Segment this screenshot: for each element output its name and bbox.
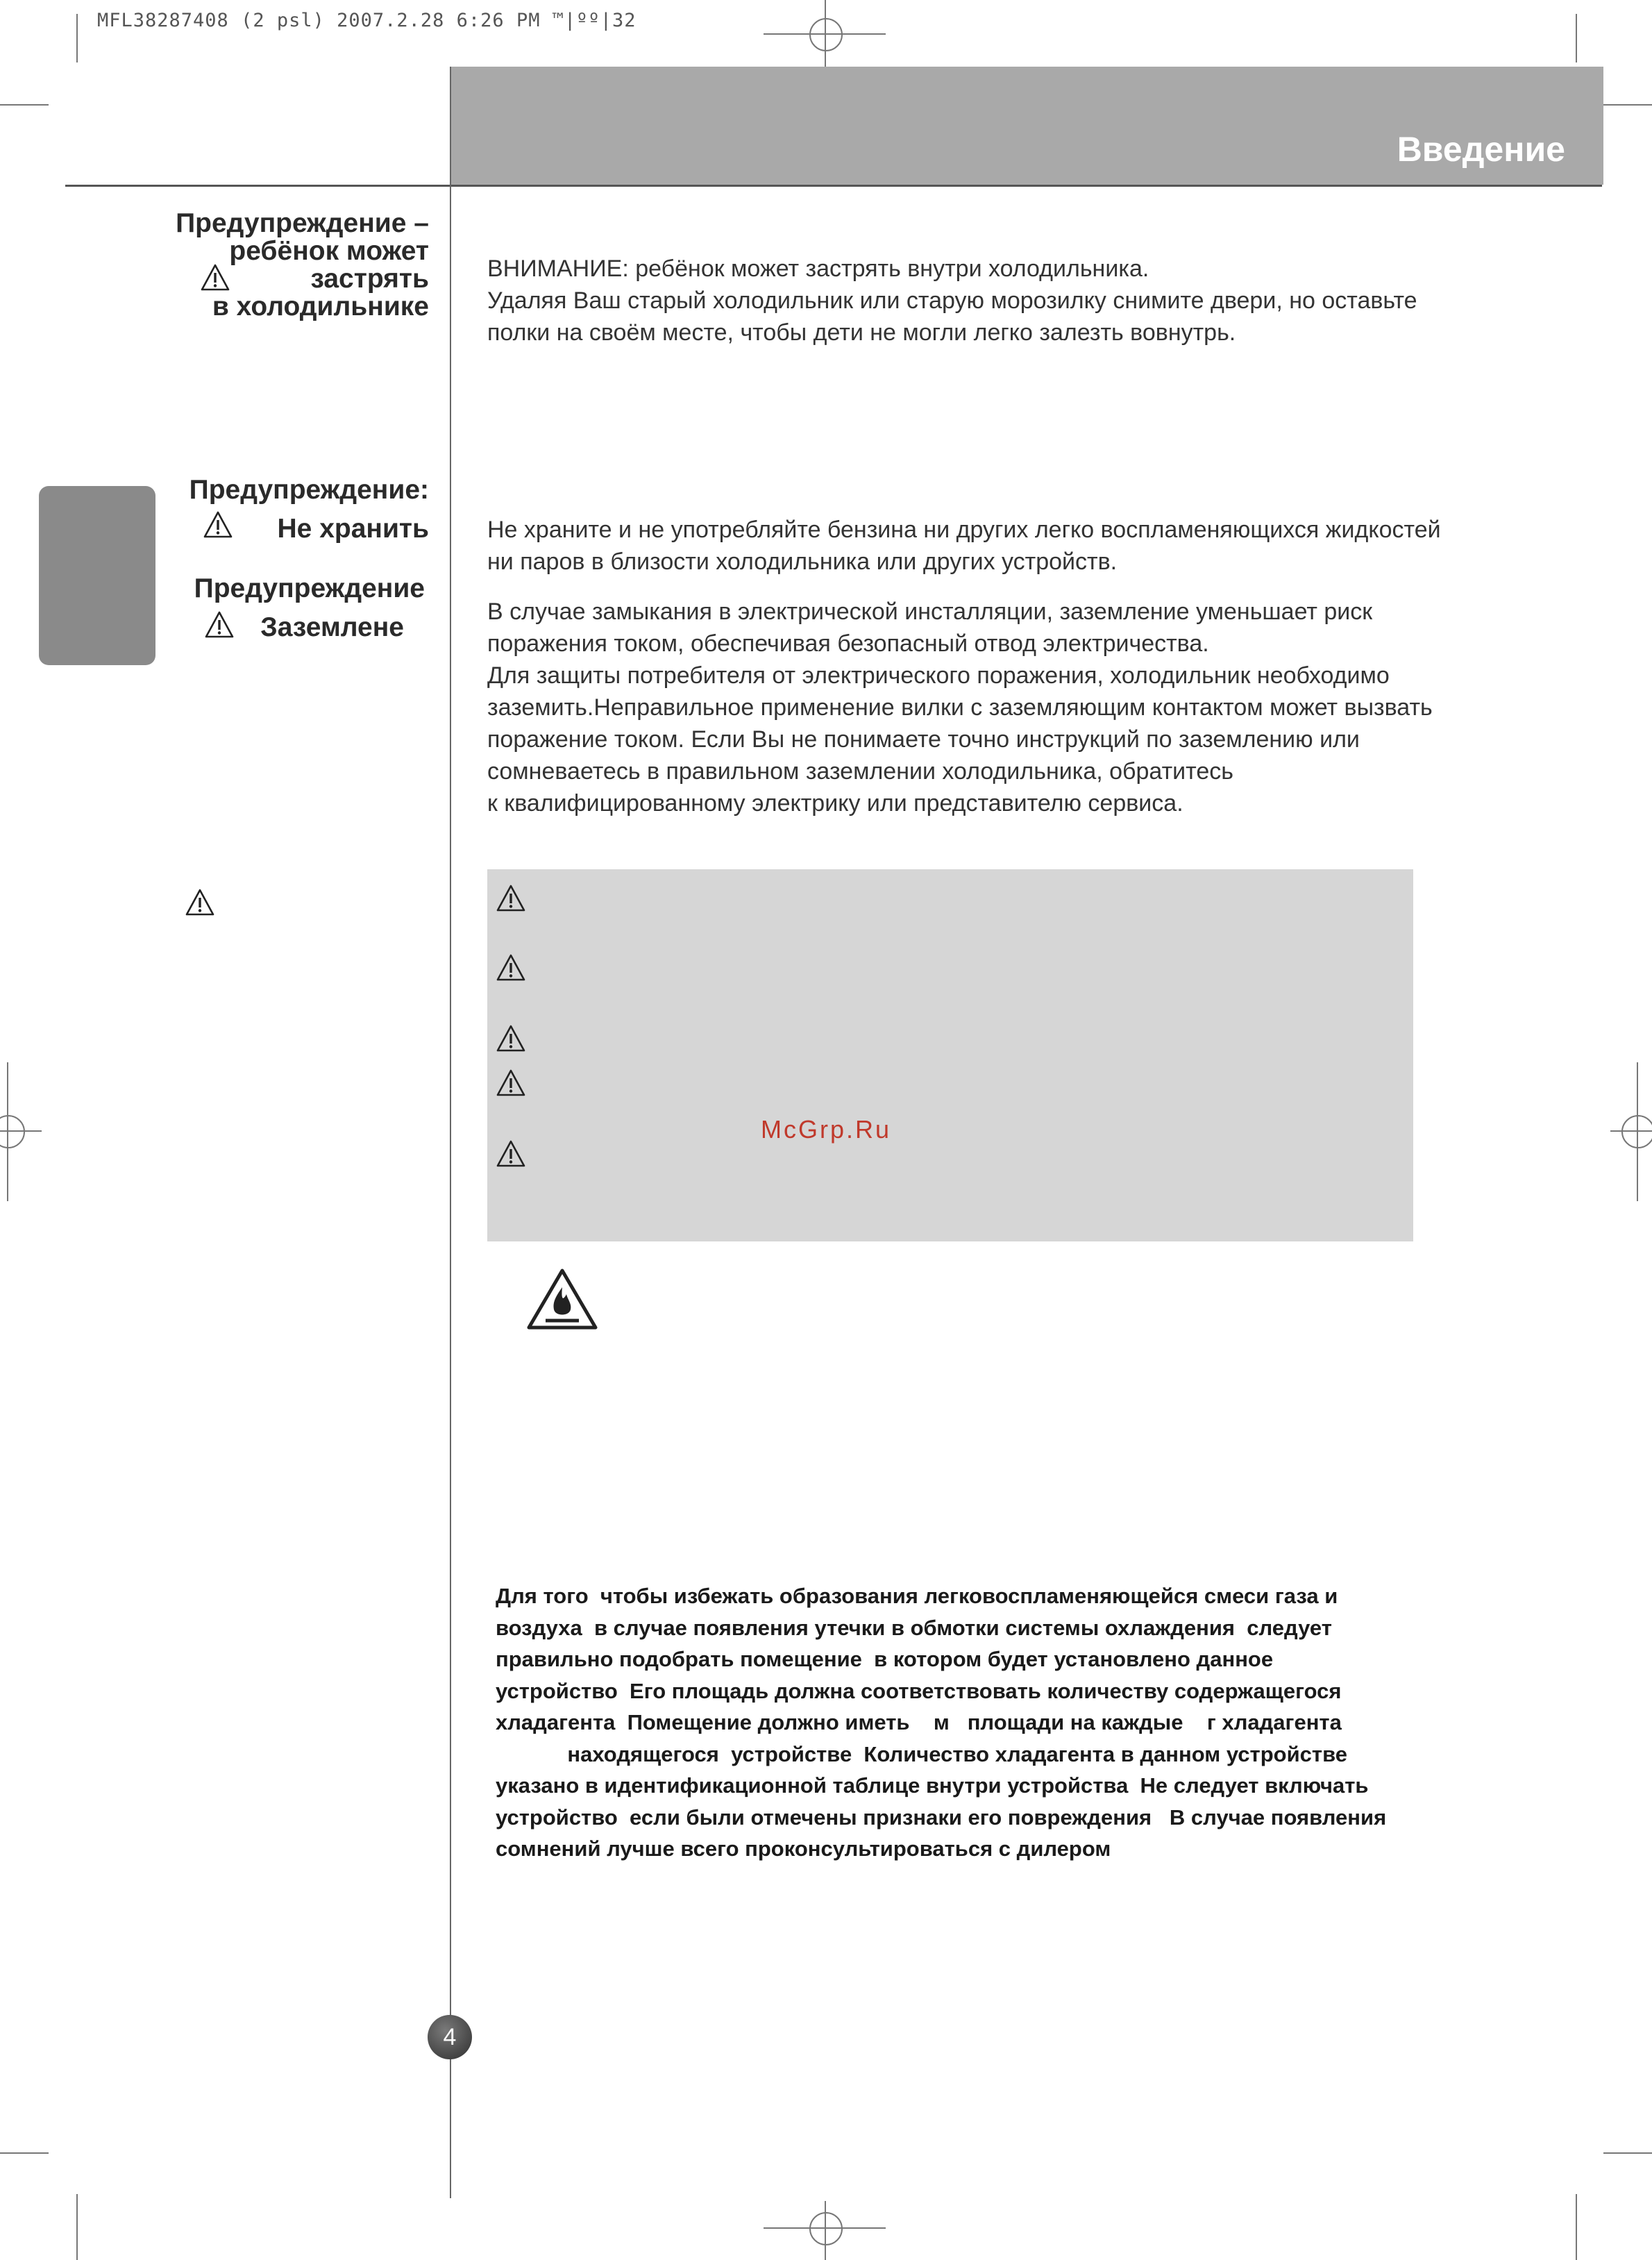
warning-icon xyxy=(200,262,230,293)
text-line: поражение током. Если Вы не понимаете точно инструкций по заземлению или xyxy=(487,726,1360,753)
warning-box xyxy=(487,869,1413,1241)
crop-mark xyxy=(0,104,49,106)
crop-mark xyxy=(76,2194,78,2260)
crop-mark xyxy=(1603,104,1652,106)
text-line: поражения током, обеспечивая безопасный отвод электричества. xyxy=(487,630,1209,657)
heading-line: в холодильнике xyxy=(212,292,429,321)
paragraph-refrigerant xyxy=(496,1580,1386,1865)
text-line: Для защиты потребителя от электрического поражения, холодильник необходимо xyxy=(487,662,1390,689)
paragraph-flammable xyxy=(487,514,1441,578)
warning-icon xyxy=(496,1023,526,1054)
crop-mark xyxy=(76,14,78,62)
warning-heading-no-storage xyxy=(104,471,429,549)
print-info-line: MFL38287408 (2 psl) 2007.2.28 6:26 PM ™|ºº|32 xyxy=(97,10,637,31)
warning-heading-child-trapped xyxy=(104,210,429,321)
crop-mark xyxy=(0,2152,49,2154)
warning-icon xyxy=(496,1139,526,1169)
text-line: правильно подобрать помещение в котором будет установлено данное xyxy=(496,1647,1274,1671)
heading-line: Предупреждение – xyxy=(176,208,429,238)
text-line: устройство если были отмечены признаки его повреждения В случае появления xyxy=(496,1805,1387,1830)
heading-line: Не хранить xyxy=(277,514,429,544)
page-number: 4 xyxy=(428,2015,472,2059)
text-line: В случае замыкания в электрической инсталляции, заземление уменьшает риск xyxy=(487,599,1373,625)
warning-heading-grounding xyxy=(104,569,425,647)
text-line: воздуха в случае появления утечки в обмотки системы охлаждения следует xyxy=(496,1615,1332,1640)
registration-mark-circle xyxy=(809,18,843,51)
heading-line: Заземлене xyxy=(260,612,404,642)
heading-line: Предупреждение: xyxy=(189,475,429,505)
text-line: сомнений лучше всего проконсультироваться с дилером xyxy=(496,1836,1111,1861)
text-line: сомневаетесь в правильном заземлении холодильника, обратитесь xyxy=(487,758,1233,785)
text-line: ВНИМАНИЕ: ребёнок может застрять внутри холодильника. xyxy=(487,256,1149,282)
text-line: хладагента Помещение должно иметь м площади на каждые г хладагента xyxy=(496,1710,1342,1734)
flammable-hazard-icon xyxy=(525,1266,600,1333)
heading-line: Предупреждение xyxy=(194,574,425,603)
heading-line: застрять xyxy=(310,264,429,294)
warning-icon xyxy=(496,883,526,914)
text-line: заземить.Неправильное применение вилки с заземляющим контактом может вызвать xyxy=(487,694,1433,721)
registration-mark-circle xyxy=(1621,1115,1652,1148)
crop-mark xyxy=(1576,2194,1577,2260)
paragraph-grounding xyxy=(487,596,1433,819)
text-line: Для того чтобы избежать образования легковоспламеняющейся смеси газа и xyxy=(496,1584,1338,1608)
registration-mark-circle xyxy=(809,2212,843,2245)
text-line: ни паров в близости холодильника или других устройств. xyxy=(487,549,1118,575)
crop-mark xyxy=(1603,2152,1652,2154)
text-line: к квалифицированному электрику или представителю сервиса. xyxy=(487,790,1183,817)
text-line: указано в идентификационной таблице внутри устройства Не следует включать xyxy=(496,1773,1369,1798)
page-title: Введение xyxy=(1397,130,1565,169)
text-line: находящегося устройстве Количество хладагента в данном устройстве xyxy=(496,1741,1347,1766)
text-line: Удаляя Ваш старый холодильник или старую морозилку снимите двери, но оставьте xyxy=(487,287,1417,314)
warning-icon xyxy=(203,510,233,540)
header-divider xyxy=(65,185,1602,187)
watermark-text: McGrp.Ru xyxy=(761,1115,892,1144)
warning-icon xyxy=(496,1068,526,1098)
column-divider xyxy=(450,185,451,2198)
text-line: Не храните и не употребляйте бензина ни других легко воспламеняющихся жидкостей xyxy=(487,517,1441,543)
crop-mark xyxy=(1576,14,1577,62)
heading-line: ребёнок может xyxy=(229,236,429,266)
warning-icon xyxy=(185,887,215,918)
warning-icon xyxy=(204,610,235,640)
text-line: устройство Его площадь должна соответствовать количеству содержащегося xyxy=(496,1678,1342,1703)
warning-icon xyxy=(496,953,526,983)
paragraph-child-warning xyxy=(487,253,1417,349)
registration-mark-circle xyxy=(0,1115,25,1148)
text-line: полки на своём месте, чтобы дети не могли легко залезть вовнутрь. xyxy=(487,319,1236,346)
